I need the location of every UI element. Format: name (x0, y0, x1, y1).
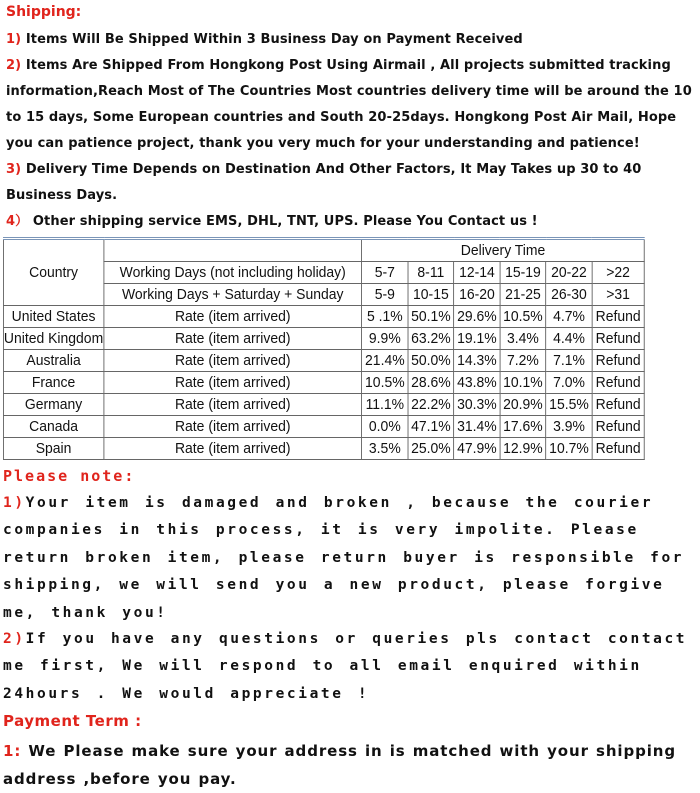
rate-cell: 21.4% (362, 350, 408, 372)
country-header: Country (3, 239, 103, 306)
rate-cell: 4.4% (546, 328, 592, 350)
rate-cell: 25.0% (408, 438, 454, 460)
rate-label-cell: Rate (item arrived) (104, 306, 362, 328)
rate-cell: 63.2% (408, 328, 454, 350)
range-cell: 21-25 (500, 284, 546, 306)
rate-cell: 12.9% (500, 438, 546, 460)
payment-term-title: Payment Term : (3, 712, 142, 730)
rate-cell: 10.5% (500, 306, 546, 328)
country-cell: Germany (3, 394, 103, 416)
country-cell: Australia (3, 350, 103, 372)
rate-cell: 47.1% (408, 416, 454, 438)
rate-label-cell: Rate (item arrived) (104, 416, 362, 438)
country-cell: United States (3, 306, 103, 328)
please-note-title: Please note: (3, 467, 136, 485)
rate-cell: 29.6% (454, 306, 500, 328)
delivery-time-table (3, 237, 645, 460)
rate-cell: 3.9% (546, 416, 592, 438)
item-text: We Please make sure your address in is matched with your shipping address ,before you pay. (3, 742, 676, 788)
table-row (3, 328, 644, 350)
range-cell: 20-22 (546, 262, 592, 284)
rate-cell: 15.5% (546, 394, 592, 416)
range-cell: >31 (592, 284, 644, 306)
rate-cell: Refund (592, 372, 644, 394)
item-number: 2) (6, 58, 22, 73)
country-cell: France (3, 372, 103, 394)
item-text: Delivery Time Depends on Destination And Other Factors, It May Takes up 30 to 40 Business Days. (6, 162, 642, 203)
table-row (3, 350, 644, 372)
range-cell: 5-9 (362, 284, 408, 306)
rate-cell: Refund (592, 306, 644, 328)
country-cell: Canada (3, 416, 103, 438)
shipping-item-4 (6, 209, 696, 235)
rate-label-cell: Rate (item arrived) (104, 438, 362, 460)
range-cell: 10-15 (408, 284, 454, 306)
item-text: If you have any questions or queries pls contact contact me first, We will respond to all email enquired within 24hours . We would appreciate ! (3, 631, 688, 702)
rate-cell: 22.2% (408, 394, 454, 416)
table-row (3, 416, 644, 438)
shipping-item-3 (6, 157, 696, 209)
rate-cell: Refund (592, 394, 644, 416)
rate-cell: 5 .1% (362, 306, 408, 328)
rate-cell: Refund (592, 416, 644, 438)
rate-cell: 28.6% (408, 372, 454, 394)
rate-cell: 11.1% (362, 394, 408, 416)
rate-cell: 3.5% (362, 438, 408, 460)
table-row (3, 306, 644, 328)
rate-cell: 10.1% (500, 372, 546, 394)
rate-label-cell: Rate (item arrived) (104, 394, 362, 416)
range-cell: 8-11 (408, 262, 454, 284)
table-row (3, 438, 644, 460)
rate-cell: 7.0% (546, 372, 592, 394)
item-number: 1: (3, 742, 22, 760)
rate-cell: 7.2% (500, 350, 546, 372)
payment-item-1 (3, 737, 696, 793)
note-item-2 (3, 626, 696, 708)
range-cell: 16-20 (454, 284, 500, 306)
rate-cell: 30.3% (454, 394, 500, 416)
item-text: Other shipping service EMS, DHL, TNT, UPS. Please You Contact us ! (28, 214, 538, 229)
rate-label-cell: Rate (item arrived) (104, 350, 362, 372)
item-number: 1) (3, 495, 26, 511)
working-days-label: Working Days (not including holiday) (104, 262, 362, 284)
country-cell: Spain (3, 438, 103, 460)
range-cell: 15-19 (500, 262, 546, 284)
rate-cell: Refund (592, 350, 644, 372)
item-number: 3) (6, 162, 22, 177)
rate-cell: 19.1% (454, 328, 500, 350)
rate-cell: Refund (592, 328, 644, 350)
item-text: Your item is damaged and broken , because the courier companies in this process, it is very impolite. Please return broken item, please return buyer is responsible for shipping, we will send you a new product, please forgive me, thank you! (3, 495, 685, 621)
table-row (3, 394, 644, 416)
shipping-item-1 (6, 27, 696, 53)
rate-cell: 17.6% (500, 416, 546, 438)
rate-cell: 14.3% (454, 350, 500, 372)
range-cell: 12-14 (454, 262, 500, 284)
rate-cell: 9.9% (362, 328, 408, 350)
table-row (3, 372, 644, 394)
rate-label-cell: Rate (item arrived) (104, 372, 362, 394)
rate-cell: 3.4% (500, 328, 546, 350)
rate-cell: 50.0% (408, 350, 454, 372)
rate-label-cell: Rate (item arrived) (104, 328, 362, 350)
rate-cell: 31.4% (454, 416, 500, 438)
rate-cell: 50.1% (408, 306, 454, 328)
item-text: Items Are Shipped From Hongkong Post Using Airmail , All projects submitted tracking information,Reach Most of The Countries Most countries delivery time will be around the 10 to 15 days, Some European countries and South 20-25days. Hongkong Post Air Mail, Hope you can patience project, thank you very much for your understanding and patience! (6, 58, 692, 151)
rate-cell: 43.8% (454, 372, 500, 394)
item-number: 1) (6, 32, 22, 47)
country-cell: United Kingdom (3, 328, 103, 350)
rate-cell: 20.9% (500, 394, 546, 416)
shipping-item-2 (6, 53, 696, 157)
rate-cell: 0.0% (362, 416, 408, 438)
rate-cell: 10.7% (546, 438, 592, 460)
weekend-days-label: Working Days + Saturday + Sunday (104, 284, 362, 306)
rate-cell: Refund (592, 438, 644, 460)
range-cell: 5-7 (362, 262, 408, 284)
rate-cell: 4.7% (546, 306, 592, 328)
range-cell: >22 (592, 262, 644, 284)
item-text: Items Will Be Shipped Within 3 Business Day on Payment Received (21, 32, 523, 47)
rate-cell: 7.1% (546, 350, 592, 372)
rate-cell: 10.5% (362, 372, 408, 394)
shipping-title: Shipping: (6, 4, 82, 20)
range-cell: 26-30 (546, 284, 592, 306)
note-item-1 (3, 490, 696, 627)
rate-cell: 47.9% (454, 438, 500, 460)
item-number: 2) (3, 631, 26, 647)
item-number: 4） (6, 214, 29, 229)
delivery-time-header: Delivery Time (362, 239, 644, 262)
